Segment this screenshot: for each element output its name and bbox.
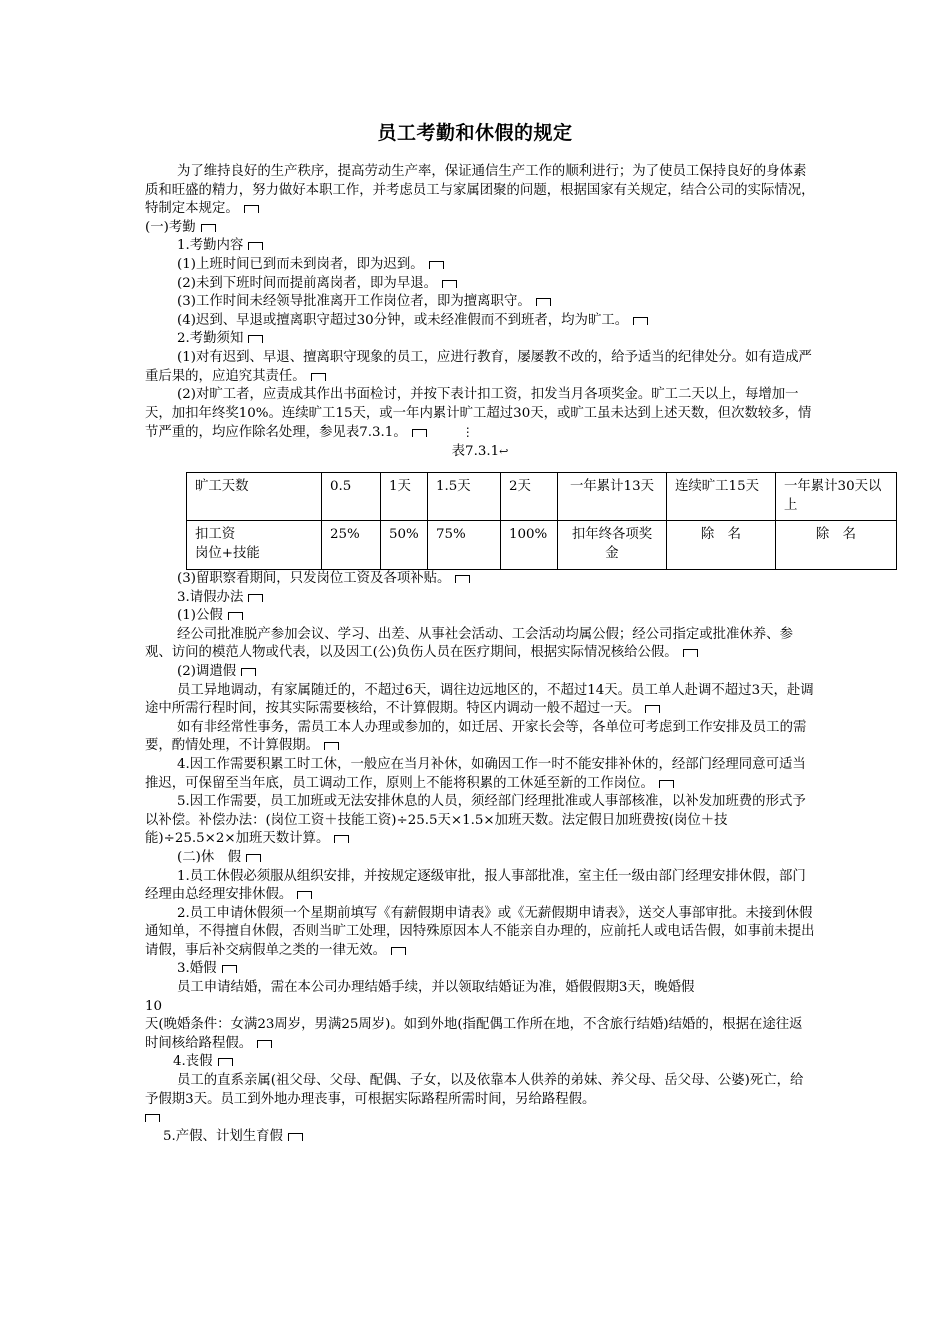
subheading-text: 5.产假、计划生育假 bbox=[163, 1128, 283, 1144]
cell-line: 扣工资 bbox=[195, 527, 236, 542]
table-cell: 除 名 bbox=[776, 521, 897, 570]
note-absence-penalty bbox=[145, 386, 815, 443]
body-text: 员工的直系亲属(祖父母、父母、配偶、子女，以及依靠本人供养的弟妹、养父母、岳父母、公婆)死亡，给予假期3天。员工到外地办理丧事，可根据实际路程所需时间，另给路程假。 bbox=[145, 1073, 804, 1107]
body-text: 员工异地调动，有家属随迁的，不超过6天，调往边远地区的，不超过14天。员工单人赴调不超过3天，赴调途中所需行程时间，按其实际需要核给，不计算假期。特区内调动一般不超过一天。 bbox=[145, 682, 814, 717]
subheading-text: 1.考勤内容 bbox=[177, 238, 244, 254]
paragraph-mark-icon bbox=[257, 1040, 272, 1048]
paragraph-mark-icon bbox=[633, 317, 648, 325]
subheading-text: 2.考勤须知 bbox=[177, 331, 244, 347]
note-discipline bbox=[145, 349, 815, 386]
table-caption bbox=[145, 443, 815, 462]
paragraph-mark-icon bbox=[218, 1058, 233, 1066]
section-heading-text: (一)考勤 bbox=[145, 219, 196, 235]
body-text: 经公司批准脱产参加会议、学习、出差、从事社会活动、工会活动均属公假；经公司指定或批准休养、参观、访问的模范人物或代表，以及因工(公)负伤人员在医疗期间，根据实际情况核给公假。 bbox=[145, 626, 793, 661]
intro-text: 为了维持良好的生产秩序，提高劳动生产率，保证通信生产工作的顺利进行；为了使员工保持良好的身体素质和旺盛的精力，努力做好本职工作，并考虑员工与家属团聚的问题，根据国家有关规定，结合公司的实际情况，特制定本规定。 bbox=[145, 164, 815, 217]
paragraph-mark-icon bbox=[248, 335, 263, 343]
body-text: 员工申请结婚，需在本公司办理结婚手续，并以领取结婚证为准，婚假假期3天，晚婚假 bbox=[177, 980, 695, 996]
paragraph-mark-icon bbox=[455, 575, 470, 583]
table-cell: 100% bbox=[501, 521, 558, 570]
subheading-text: (2)调遣假 bbox=[177, 663, 237, 679]
paragraph-mark-icon bbox=[324, 742, 339, 750]
intro-paragraph bbox=[145, 163, 815, 219]
body-text: 天(晚婚条件：女满23周岁，男满25周岁)。如到外地(指配偶工作所在地，不含旅行结婚)结婚的，根据在途往返时间核给路程假。 bbox=[145, 1017, 803, 1051]
paragraph-mark-icon bbox=[442, 280, 457, 288]
body-text: 4.因工作需要积累工时工休，一般应在当月补休，如确因工作一时不能安排补休的，经部门经理同意可适当推迟，可保留至当年底，员工调动工作，原则上不能将积累的工休延至新的工作岗位。 bbox=[145, 756, 806, 791]
table-cell: 一年累计30天以上 bbox=[776, 473, 897, 521]
note-text: (2)对旷工者，应责成其作出书面检讨，并按下表计扣工资，扣发当月各项奖金。旷工二天以上，每增加一天，加扣年终奖10%。连续旷工15天，或一年内累计旷工超过30天，或旷工虽未达到上述天数，但次数较多，情节严重的，均应作除名处理，参见表7.3.1。 bbox=[145, 387, 812, 441]
paragraph-mark-icon bbox=[228, 612, 243, 620]
rule-text: (4)迟到、早退或擅离职守超过30分钟，或未经准假而不到班者，均为旷工。 bbox=[177, 312, 629, 328]
paragraph-mark-icon bbox=[334, 835, 349, 843]
paragraph-mark-icon bbox=[297, 891, 312, 899]
table-cell: 旷工天数 bbox=[187, 473, 322, 521]
table-row bbox=[187, 473, 897, 521]
paragraph-mark-icon bbox=[683, 649, 698, 657]
paragraph-mark-icon bbox=[248, 594, 263, 602]
vacation-application-text bbox=[145, 905, 815, 961]
public-leave-text bbox=[145, 626, 815, 663]
body-text: 5.因工作需要，员工加班或无法安排休息的人员，须经部门经理批准或人事部核准，以补发加班费的形式予以补偿。补偿办法：(岗位工资＋技能工资)÷25.5天×1.5×加班天数。法定假日加班费按(岗位＋技能)÷25.5×2×加班天数计算。 bbox=[145, 794, 806, 847]
note-text: (1)对有迟到、早退、擅离职守现象的员工，应进行教育，屡屡教不改的，给予适当的纪律处分。如有造成严重后果的，应追究其责任。 bbox=[145, 349, 812, 384]
subheading-text: 3.请假办法 bbox=[177, 589, 244, 605]
subheading-leave-method bbox=[145, 589, 815, 608]
paragraph-mark-icon bbox=[429, 261, 444, 269]
paragraph-mark-icon bbox=[659, 780, 674, 788]
subheading-attendance-content bbox=[145, 237, 815, 256]
penalty-table-wrap bbox=[145, 472, 905, 570]
marriage-leave-line1 bbox=[145, 979, 815, 998]
rule-absence bbox=[145, 312, 815, 331]
subheading-text: 4.丧假 bbox=[173, 1054, 213, 1070]
funeral-leave-mark-line bbox=[145, 1109, 815, 1128]
paragraph-mark-icon bbox=[244, 205, 259, 213]
marriage-leave-line3 bbox=[145, 1016, 815, 1053]
subheading-text: 3.婚假 bbox=[177, 961, 217, 977]
body-text: 10 bbox=[145, 998, 163, 1014]
section-heading-text: (二)休 假 bbox=[177, 849, 242, 865]
subheading-public-leave bbox=[145, 607, 815, 626]
paragraph-mark-icon bbox=[391, 947, 406, 955]
note-probation bbox=[145, 570, 815, 589]
rule-early-leave bbox=[145, 275, 815, 294]
subheading-maternity-leave bbox=[145, 1128, 815, 1147]
document-body bbox=[145, 163, 815, 462]
vacation-approval-text bbox=[145, 868, 815, 905]
subheading-marriage-leave bbox=[145, 960, 815, 979]
rule-text: (3)工作时间未经领导批准离开工作岗位者，即为擅离职守。 bbox=[177, 294, 531, 310]
page-title: 员工考勤和休假的规定 bbox=[377, 122, 573, 144]
paragraph-mark-icon bbox=[222, 965, 237, 973]
rule-text: (1)上班时间已到而未到岗者，即为迟到。 bbox=[177, 256, 424, 272]
rule-leave-post bbox=[145, 293, 815, 312]
table-cell: 1天 bbox=[381, 473, 428, 521]
body-text: 2.员工申请休假须一个星期前填写《有薪假期申请表》或《无薪假期申请表》，送交人事部审批。未接到休假通知单，不得擅自休假，否则当旷工处理，因特殊原因本人不能亲自办理的，应前托人或电话告假，如事前未提出请假，事后补交病假单之类的一律无效。 bbox=[145, 905, 815, 958]
transfer-leave-text bbox=[145, 682, 815, 719]
cell-line: 岗位+技能 bbox=[195, 545, 260, 561]
paragraph-mark-icon bbox=[248, 242, 263, 250]
paragraph-mark-icon bbox=[536, 298, 551, 306]
table-cell: 1.5天 bbox=[428, 473, 501, 521]
section-heading-vacation bbox=[145, 849, 815, 868]
compensatory-rest-text bbox=[145, 756, 815, 793]
paragraph-mark-icon bbox=[246, 854, 261, 862]
table-cell: 75% bbox=[428, 521, 501, 570]
document-body-continued bbox=[145, 570, 815, 1146]
subheading-funeral-leave bbox=[145, 1053, 815, 1072]
subheading-transfer-leave bbox=[145, 663, 815, 682]
paragraph-mark-icon bbox=[288, 1133, 303, 1141]
table-row bbox=[187, 521, 897, 570]
table-caption-text: 表7.3.1 bbox=[451, 443, 500, 459]
body-text: 如有非经常性事务，需员工本人办理或参加的，如迁居、开家长会等，各单位可考虑到工作安排及员工的需要，酌情处理，不计算假期。 bbox=[145, 719, 807, 754]
table-cell: 50% bbox=[381, 521, 428, 570]
section-heading-attendance bbox=[145, 219, 815, 238]
note-text: (3)留职察看期间，只发岗位工资及各项补贴。 bbox=[177, 571, 451, 586]
rule-text: (2)未到下班时间而提前离岗者，即为早退。 bbox=[177, 275, 437, 291]
subheading-text: (1)公假 bbox=[177, 608, 223, 624]
table-cell: 扣年终各项奖金 bbox=[558, 521, 667, 570]
table-cell: 25% bbox=[322, 521, 381, 570]
paragraph-mark-icon bbox=[145, 1114, 160, 1122]
table-cell: 2天 bbox=[501, 473, 558, 521]
table-cell: 除 名 bbox=[667, 521, 776, 570]
paragraph-mark-icon bbox=[201, 224, 216, 232]
table-cell: 一年累计13天 bbox=[558, 473, 667, 521]
penalty-table bbox=[186, 472, 897, 570]
paragraph-mark-icon bbox=[311, 373, 326, 381]
paragraph-mark-icon bbox=[645, 705, 660, 713]
marriage-leave-line2 bbox=[145, 998, 815, 1017]
overtime-pay-text bbox=[145, 793, 815, 849]
table-cell: 连续旷工15天 bbox=[667, 473, 776, 521]
subheading-attendance-notes bbox=[145, 330, 815, 349]
body-text: 1.员工休假必须服从组织安排，并按规定逐级审批，报人事部批准，室主任一级由部门经理安排休假，部门经理由总经理安排休假。 bbox=[145, 868, 806, 903]
table-cell bbox=[187, 521, 322, 570]
paragraph-mark-icon bbox=[412, 429, 427, 437]
return-arrow-icon: ↩ bbox=[499, 444, 509, 458]
rule-late bbox=[145, 256, 815, 275]
ellipsis-icon: ⋮ bbox=[461, 425, 474, 440]
irregular-affairs-text bbox=[145, 719, 815, 756]
paragraph-mark-icon bbox=[241, 668, 256, 676]
table-cell: 0.5 bbox=[322, 473, 381, 521]
funeral-leave-text bbox=[145, 1072, 815, 1109]
